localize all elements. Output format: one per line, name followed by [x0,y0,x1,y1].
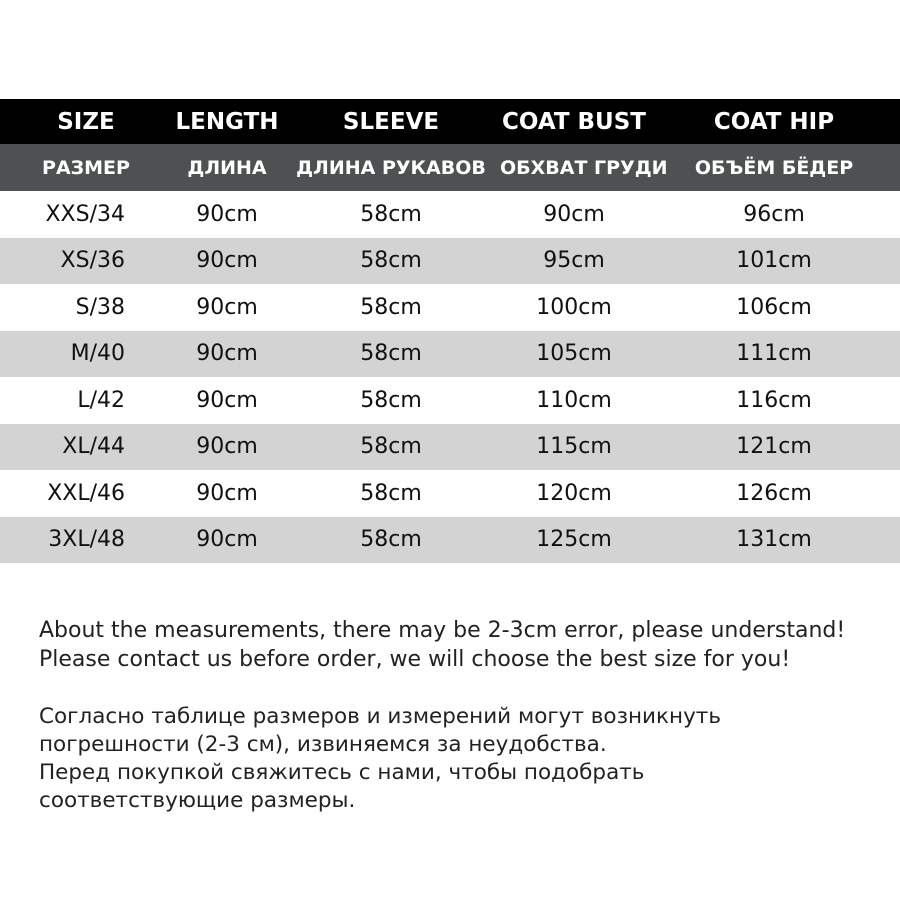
length-cell: 90cm [196,434,258,460]
table-row [0,238,900,285]
length-cell: 90cm [196,294,258,320]
hip-cell: 101cm [736,248,812,274]
header-row-russian [0,144,900,191]
table-row [0,424,900,471]
header-sleeve-ru: ДЛИНА РУКАВОВ [296,156,486,179]
bust-cell: 105cm [536,341,612,367]
hip-cell: 121cm [736,434,812,460]
hip-cell: 116cm [736,387,812,413]
size-cell: XXL/46 [47,480,125,506]
note-line: соответствующие размеры. [39,788,356,813]
note-line: Согласно таблице размеров и измерений могут возникнуть [39,704,721,729]
table-row [0,191,900,238]
size-chart-table [0,99,900,563]
table-row [0,284,900,331]
size-cell: M/40 [70,341,125,367]
hip-cell: 131cm [736,527,812,553]
bust-cell: 110cm [536,387,612,413]
table-row [0,331,900,378]
header-length-ru: ДЛИНА [187,156,267,179]
size-cell: 3XL/48 [48,527,125,553]
size-cell: XS/36 [60,248,125,274]
sleeve-cell: 58cm [360,294,422,320]
sleeve-cell: 58cm [360,480,422,506]
header-coat-bust-ru: ОБХВАТ ГРУДИ [500,156,668,179]
header-length: LENGTH [175,108,279,135]
note-line: Перед покупкой свяжитесь с нами, чтобы подобрать [39,760,645,785]
length-cell: 90cm [196,248,258,274]
sleeve-cell: 58cm [360,341,422,367]
hip-cell: 111cm [736,341,812,367]
table-row [0,517,900,564]
header-size-ru: РАЗМЕР [42,156,130,179]
length-cell: 90cm [196,480,258,506]
length-cell: 90cm [196,387,258,413]
size-cell: L/42 [77,387,125,413]
table-row [0,470,900,517]
bust-cell: 125cm [536,527,612,553]
hip-cell: 126cm [736,480,812,506]
bust-cell: 100cm [536,294,612,320]
bust-cell: 95cm [543,248,605,274]
measurement-notes [39,616,889,815]
hip-cell: 106cm [736,294,812,320]
bust-cell: 115cm [536,434,612,460]
hip-cell: 96cm [743,201,805,227]
bust-cell: 120cm [536,480,612,506]
sleeve-cell: 58cm [360,387,422,413]
notes-english [39,616,889,674]
table-row [0,377,900,424]
header-coat-hip-ru: ОБЪЁМ БЁДЕР [694,156,854,179]
length-cell: 90cm [196,341,258,367]
header-row-english [0,99,900,144]
header-coat-hip: COAT HIP [713,108,835,135]
notes-russian [39,703,889,815]
length-cell: 90cm [196,201,258,227]
note-line: About the measurements, there may be 2-3cm error, please understand! [39,618,846,643]
note-line: Please contact us before order, we will choose the best size for you! [39,647,791,672]
sleeve-cell: 58cm [360,201,422,227]
bust-cell: 90cm [543,201,605,227]
header-size: SIZE [57,108,115,135]
sleeve-cell: 58cm [360,527,422,553]
size-cell: XL/44 [62,434,125,460]
length-cell: 90cm [196,527,258,553]
size-cell: XXS/34 [45,201,125,227]
sleeve-cell: 58cm [360,248,422,274]
header-coat-bust: COAT BUST [502,108,646,135]
sleeve-cell: 58cm [360,434,422,460]
size-cell: S/38 [75,294,125,320]
header-sleeve: SLEEVE [342,108,440,135]
note-line: погрешности (2-3 см), извиняемся за неудобства. [39,732,607,757]
